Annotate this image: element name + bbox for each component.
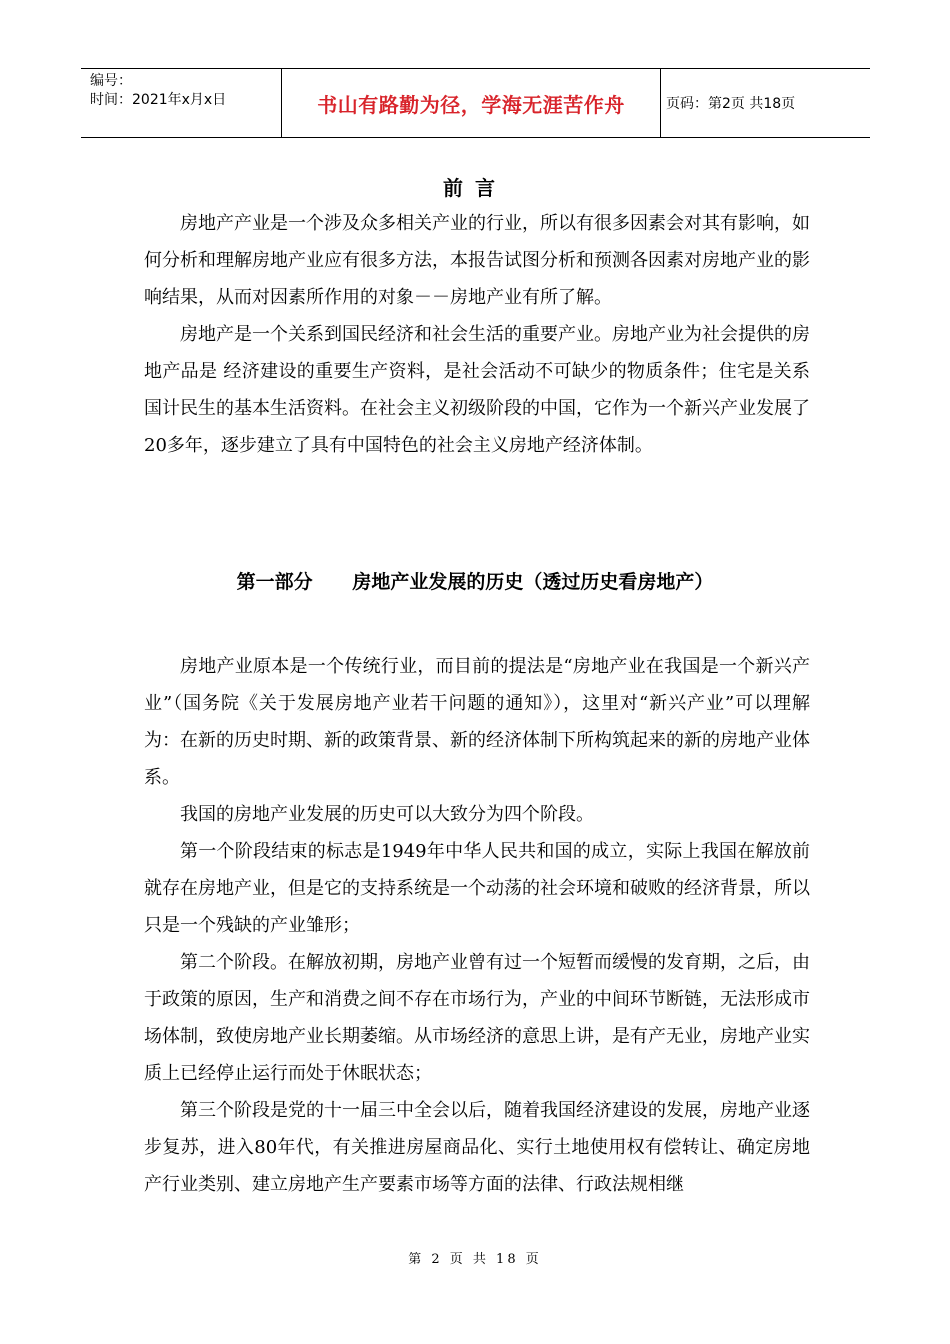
body-paragraph-1: 房地产业原本是一个传统行业，而目前的提法是“房地产业在我国是一个新兴产业”（国务院《关于发展房地产业若干问题的通知》），这里对“新兴产业”可以理解为：在新的历史时期、新的政策背景、新的经济体制下所构筑起来的新的房地产业体系。 [144,656,810,788]
page-footer: 第 2 页 共 18 页 [408,1252,542,1267]
header-page-info: 页码：第2页 共18页 [666,96,796,112]
document-header [81,68,870,138]
header-meta-cell [81,69,282,137]
preface-paragraph-2: 房地产是一个关系到国民经济和社会生活的重要产业。房地产业为社会提供的房地产品是 经济建设的重要生产资料，是社会活动不可缺少的物质条件；住宅是关系国计民生的基本生活资料。在社会主义初级阶段的中国，它作为一个新兴产业发展了20多年，逐步建立了具有中国特色的社会主义房地产经济体制。 [144,324,810,456]
preface-title: 前言 [443,176,507,200]
body-paragraph-4: 第二个阶段。在解放初期，房地产业曾有过一个短暂而缓慢的发育期，之后，由于政策的原因，生产和消费之间不存在市场行为，产业的中间环节断链，无法形成市场体制，致使房地产业长期萎缩。从市场经济的意思上讲，是有产无业，房地产业实质上已经停止运行而处于休眠状态； [144,952,810,1084]
document-time-label: 时间：2021年x月x日 [90,92,227,108]
section-title: 第一部分 房地产业发展的历史（透过历史看房地产） [236,571,714,593]
header-motto-cell [282,69,661,137]
header-motto: 书山有路勤为径，学海无涯苦作舟 [317,92,625,117]
preface-paragraph-1: 房地产产业是一个涉及众多相关产业的行业，所以有很多因素会对其有影响，如何分析和理解房地产业应有很多方法，本报告试图分析和预测各因素对房地产业的影响结果，从而对因素所作用的对象－－房地产业有所了解。 [144,213,810,308]
document-number-label: 编号： [90,73,132,89]
body-paragraph-3: 第一个阶段结束的标志是1949年中华人民共和国的成立，实际上我国在解放前就存在房地产业，但是它的支持系统是一个动荡的社会环境和破败的经济背景，所以只是一个残缺的产业雏形； [144,841,810,936]
header-page-cell [661,69,870,137]
body-paragraph-5: 第三个阶段是党的十一届三中全会以后，随着我国经济建设的发展，房地产业逐步复苏，进入80年代，有关推进房屋商品化、实行土地使用权有偿转让、确定房地产行业类别、建立房地产生产要素市场等方面的法律、行政法规相继 [144,1100,810,1195]
body-paragraph-2: 我国的房地产业发展的历史可以大致分为四个阶段。 [180,804,594,825]
